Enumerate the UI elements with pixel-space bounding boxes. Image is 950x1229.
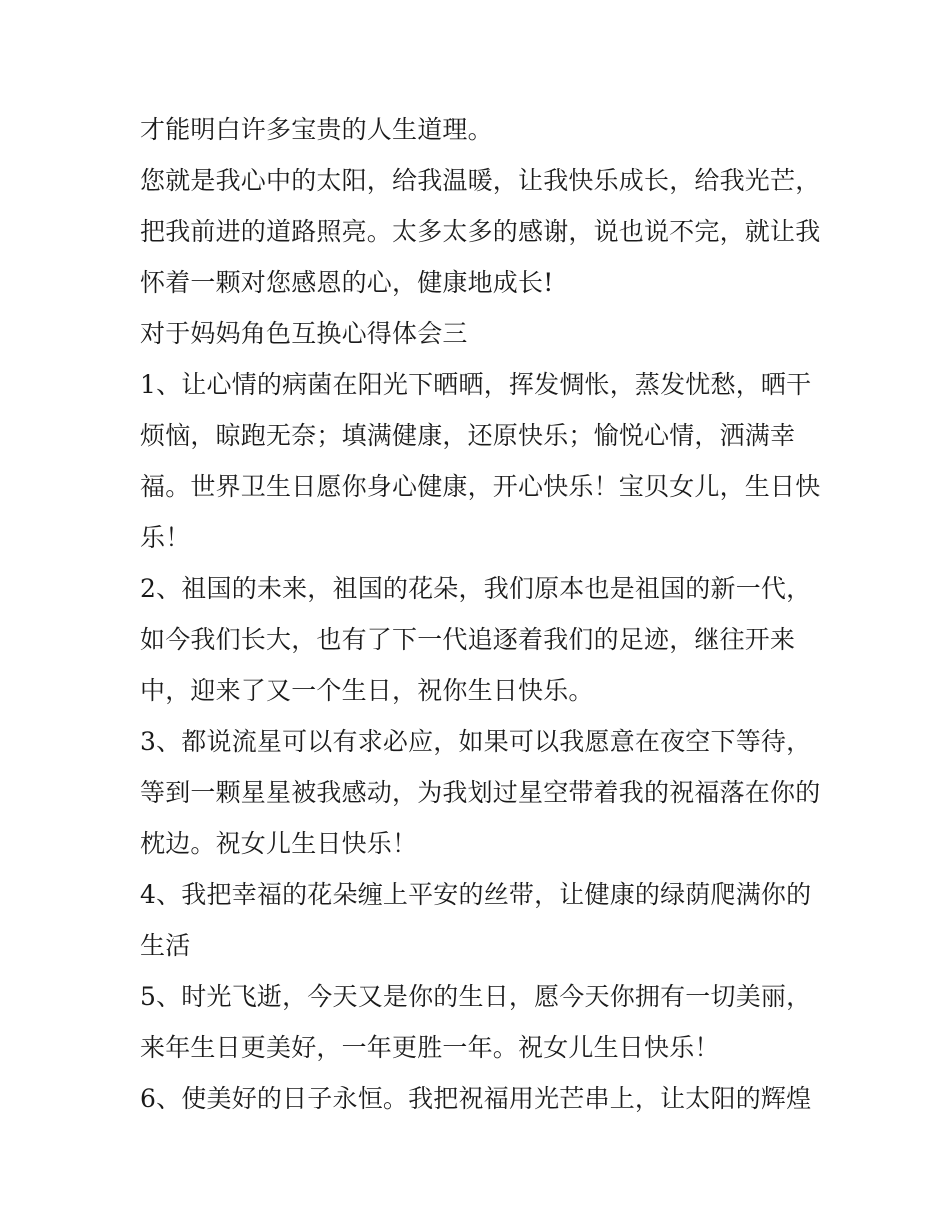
text-line: 把我前进的道路照亮。太多太多的感谢，说也说不完，就让我 xyxy=(140,217,821,246)
text-line: 才能明白许多宝贵的人生道理。 xyxy=(140,115,493,144)
text-line: 等到一颗星星被我感动，为我划过星空带着我的祝福落在你的 xyxy=(140,778,821,807)
text-line: 5、时光飞逝，今天又是你的生日，愿今天你拥有一切美丽， xyxy=(140,982,812,1011)
text-line: 来年生日更美好，一年更胜一年。祝女儿生日快乐！ xyxy=(140,1033,720,1062)
text-line: 福。世界卫生日愿你身心健康，开心快乐！宝贝女儿，生日快 xyxy=(140,472,821,501)
text-line: 您就是我心中的太阳，给我温暖，让我快乐成长，给我光芒， xyxy=(140,166,821,195)
text-line: 乐！ xyxy=(140,523,191,552)
section-heading: 对于妈妈角色互换心得体会三 xyxy=(140,319,468,348)
text-line: 如今我们长大，也有了下一代追逐着我们的足迹，继往开来 xyxy=(140,625,796,654)
text-line: 枕边。祝女儿生日快乐！ xyxy=(140,829,418,858)
text-line: 中，迎来了又一个生日，祝你生日快乐。 xyxy=(140,676,594,705)
text-line: 4、我把幸福的花朵缠上平安的丝带，让健康的绿荫爬满你的 xyxy=(140,880,812,909)
text-line: 3、都说流星可以有求必应，如果可以我愿意在夜空下等待， xyxy=(140,727,812,756)
document-body xyxy=(140,104,830,1124)
text-line: 6、使美好的日子永恒。我把祝福用光芒串上，让太阳的辉煌 xyxy=(140,1084,812,1113)
text-line: 烦恼，晾跑无奈；填满健康，还原快乐；愉悦心情，洒满幸 xyxy=(140,421,796,450)
text-line: 怀着一颗对您感恩的心，健康地成长! xyxy=(140,268,554,297)
text-line: 2、祖国的未来，祖国的花朵，我们原本也是祖国的新一代， xyxy=(140,574,812,603)
text-line: 1、让心情的病菌在阳光下晒晒，挥发惆怅，蒸发忧愁，晒干 xyxy=(140,370,812,399)
text-line: 生活 xyxy=(140,931,191,960)
